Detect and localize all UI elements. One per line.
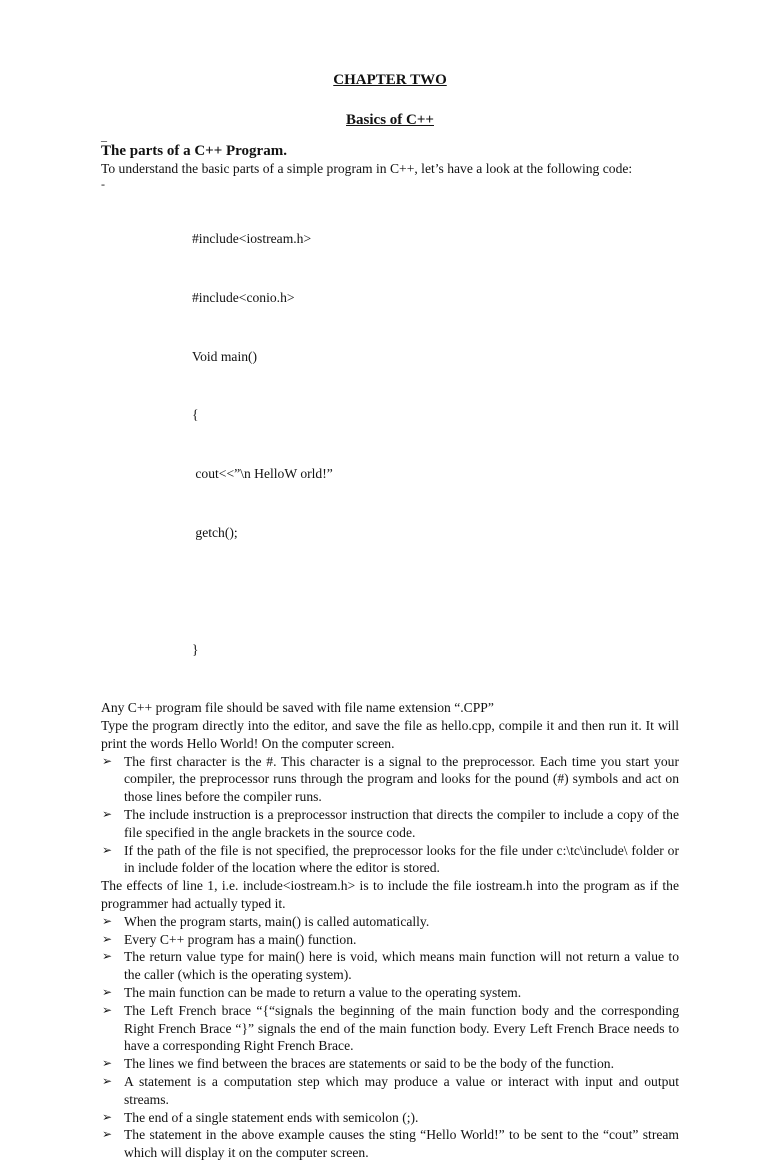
arrowhead-icon: ➢: [102, 753, 113, 768]
bullet-text: If the path of the file is not specified, the preprocessor looks for the file under c:\tc\include\ folder or in include folder of the location where the editor is stored.: [124, 842, 679, 876]
bullet-item: [101, 1109, 679, 1127]
arrowhead-icon: ➢: [102, 949, 113, 964]
document-page: [101, 70, 679, 1162]
intro-paragraph: To understand the basic parts of a simple program in C++, let’s have a look at the following code:: [101, 161, 633, 176]
bullet-item: [101, 931, 679, 949]
bullet-text: A statement is a computation step which may produce a value or interact with input and output streams.: [124, 1073, 679, 1107]
arrowhead-icon: ➢: [102, 931, 113, 946]
code-line: }: [192, 642, 199, 658]
bullet-item: [101, 1073, 679, 1109]
bullet-text: The first character is the #. This character is a signal to the preprocessor. Each time you start your compiler, the preprocessor runs through the program and looks for the pound (#) symbols and act on those lines before the compiler runs.: [124, 753, 679, 805]
section-heading: The parts of a C++ Program.: [101, 143, 287, 159]
code-line: [192, 582, 679, 602]
bullet-item: [101, 842, 679, 878]
bullet-item: [101, 984, 679, 1002]
effects-paragraph: The effects of line 1, i.e. include<iostream.h> is to include the file iostream.h into the program as if the programmer had actually typed it.: [101, 878, 679, 911]
chapter-title: CHAPTER TWO: [333, 72, 447, 88]
code-line: #include<conio.h>: [192, 289, 295, 305]
stray-dash: -: [101, 176, 105, 191]
chapter-subtitle: Basics of C++: [346, 112, 434, 128]
bullet-text: The statement in the above example causes the sting “Hello World!” to be sent to the “cout” stream which will display it on the computer screen.: [124, 1127, 679, 1161]
stray-underscore: _: [101, 129, 107, 143]
bullet-item: [101, 1055, 679, 1073]
code-line: cout<<”\n HelloW orld!”: [192, 466, 333, 482]
arrowhead-icon: ➢: [102, 1073, 113, 1088]
bullet-item: [101, 753, 679, 806]
bullet-item: [101, 1002, 679, 1055]
instructions-paragraph: Type the program directly into the editor, and save the file as hello.cpp, compile it and then run it. It will print the words Hello World! On the computer screen.: [101, 718, 679, 751]
arrowhead-icon: ➢: [102, 807, 113, 822]
code-line: {: [192, 407, 199, 423]
arrowhead-icon: ➢: [102, 842, 113, 857]
code-line: #include<iostream.h>: [192, 230, 312, 246]
arrowhead-icon: ➢: [102, 1002, 113, 1017]
bullet-list-main: [101, 913, 679, 1162]
code-block: [101, 190, 679, 699]
bullet-text: The include instruction is a preprocessor instruction that directs the compiler to include a copy of the file specified in the angle brackets in the source code.: [124, 807, 679, 840]
arrowhead-icon: ➢: [102, 984, 113, 999]
bullet-text: The Left French brace “{“signals the beginning of the main function body and the corresponding Right French Brace “}” signals the end of the main function body. Every Left French Brace needs to have a corresponding Right French Brace.: [124, 1002, 679, 1054]
bullet-list-preprocessor: [101, 753, 679, 878]
bullet-text: The lines we find between the braces are statements or said to be the body of the function.: [124, 1056, 614, 1072]
code-line: getch();: [192, 524, 238, 540]
bullet-item: [101, 806, 679, 842]
bullet-text: The return value type for main() here is void, which means main function will not return a value to the caller (which is the operating system).: [124, 949, 679, 983]
arrowhead-icon: ➢: [102, 1056, 113, 1071]
arrowhead-icon: ➢: [102, 1127, 113, 1142]
code-line: Void main(): [192, 348, 258, 364]
arrowhead-icon: ➢: [102, 913, 113, 928]
bullet-item: [101, 948, 679, 984]
bullet-text: Every C++ program has a main() function.: [124, 931, 357, 947]
extension-paragraph: Any C++ program file should be saved with file name extension “.CPP”: [101, 700, 494, 716]
bullet-text: The end of a single statement ends with semicolon (;).: [124, 1109, 419, 1125]
bullet-text: The main function can be made to return a value to the operating system.: [124, 984, 522, 1000]
bullet-item: [101, 1126, 679, 1162]
bullet-text: When the program starts, main() is called automatically.: [124, 913, 430, 929]
arrowhead-icon: ➢: [102, 1109, 113, 1124]
bullet-item: [101, 913, 679, 931]
